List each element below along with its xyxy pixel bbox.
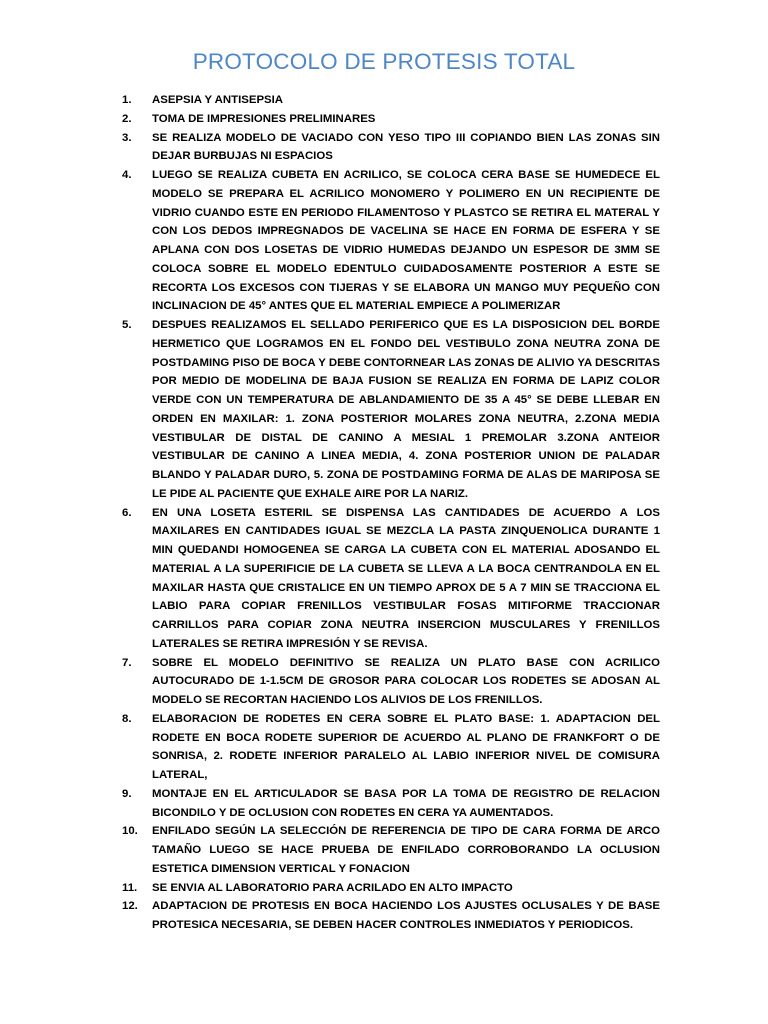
protocol-step — [0, 710, 768, 785]
step-number-label: 5. — [122, 319, 132, 331]
step-number-label: 2. — [122, 112, 132, 125]
step-number-label: 12. — [122, 900, 138, 913]
step-number-label: 1. — [122, 94, 132, 106]
step-number — [0, 504, 146, 523]
protocol-step — [0, 897, 768, 935]
step-number — [0, 129, 146, 148]
step-number — [0, 91, 146, 110]
protocol-step — [0, 785, 768, 823]
protocol-step — [0, 822, 768, 878]
step-number — [0, 316, 146, 335]
step-text: ENFILADO SEGÚN LA SELECCIÓN DE REFERENCIA DE TIPO DE CARA FORMA DE ARCO TAMAÑO LUEGO SE HACE PRUEBA DE ENFILADO CORROBORANDO LA OCLUSION ESTETICA DIMENSION VERTICAL Y FONACION — [152, 825, 660, 875]
step-text: EN UNA LOSETA ESTERIL SE DISPENSA LAS CANTIDADES DE ACUERDO A LOS MAXILARES EN CANTIDADES IGUAL SE MEZCLA LA PASTA ZINQUENOLICA DURANTE 1 MIN QUEDANDI HOMOGENEA SE CARGA LA CUBETA CON EL MATERIAL ADOSANDO EL MATERIAL A LA SUPERIFICIE DE LA CUBETA SE LLEVA A LA BOCA CENTRANDOLA EN EL MAXILAR HASTA QUE CRISTALICE EN UN TIEMPO APROX DE 5 A 7 MIN SE TRACCIONA EL LABIO PARA COPIAR FRENILLOS VESTIBULAR FOSAS MITIFORME TRACCIONAR CARRILLOS PARA COPIAR ZONA NEUTRA INSERCION MUSCULARES Y FRENILLOS LATERALES SE RETIRA IMPRESIÓN Y SE REVISA. — [152, 506, 660, 650]
step-number — [0, 710, 146, 729]
step-number — [0, 110, 146, 129]
step-number-label: 6. — [122, 506, 132, 519]
protocol-step — [0, 166, 768, 316]
step-text: ELABORACION DE RODETES EN CERA SOBRE EL PLATO BASE: 1. ADAPTACION DEL RODETE EN BOCA RODETE SUPERIOR DE ACUERDO AL PLANO DE FRANKFORT O DE SONRISA, 2. RODETE INFERIOR PARALELO AL LABIO INFERIOR NIVEL DE COMISURA LATERAL, — [152, 712, 660, 781]
step-number-label: 8. — [122, 712, 132, 725]
step-number-label: 10. — [122, 825, 138, 838]
step-number-label: 3. — [122, 131, 132, 144]
protocol-step — [0, 654, 768, 710]
step-number-label: 9. — [122, 787, 132, 800]
step-number — [0, 785, 146, 804]
step-number-label: 4. — [122, 169, 132, 181]
protocol-step — [0, 129, 768, 167]
step-number — [0, 166, 146, 185]
step-text: TOMA DE IMPRESIONES PRELIMINARES — [152, 112, 376, 125]
step-text: ASEPSIA Y ANTISEPSIA — [152, 94, 284, 106]
protocol-steps-list — [0, 91, 768, 935]
protocol-step — [0, 316, 768, 504]
step-text: LUEGO SE REALIZA CUBETA EN ACRILICO, SE COLOCA CERA BASE SE HUMEDECE EL MODELO SE PREPARA EL ACRILICO MONOMERO Y POLIMERO EN UN RECIPIENTE DE VIDRIO CUANDO ESTE EN PERIODO FILAMENTOSO Y PLASTCO SE RETIRA EL MATERAL Y CON LOS DEDOS IMPREGNADOS DE VACELINA SE HACE EN FORMA DE ESFERA Y SE APLANA CON DOS LOSETAS DE VIDRIO HUMEDAS DEJANDO UN ESPESOR DE 3MM SE COLOCA SOBRE EL MODELO EDENTULO CUIDADOSAMENTE POSTERIOR A ESTE SE RECORTA LOS EXCESOS CON TIJERAS Y SE ELABORA UN MANGO MUY PEQUEÑO CON INCLINACION DE 45° ANTES QUE EL MATERIAL EMPIECE A POLIMERIZAR — [152, 169, 660, 313]
protocol-step — [0, 879, 768, 898]
step-number — [0, 822, 146, 841]
protocol-step — [0, 504, 768, 654]
step-text: SE REALIZA MODELO DE VACIADO CON YESO TIPO III COPIANDO BIEN LAS ZONAS SIN DEJAR BURBUJAS NI ESPACIOS — [152, 131, 660, 163]
protocol-step — [0, 110, 768, 129]
document-title: PROTOCOLO DE PROTESIS TOTAL — [192, 49, 576, 74]
step-text: ADAPTACION DE PROTESIS EN BOCA HACIENDO LOS AJUSTES OCLUSALES Y DE BASE PROTESICA NECESARIA, SE DEBEN HACER CONTROLES INMEDIATOS Y PERIODICOS. — [152, 900, 660, 931]
protocol-step — [0, 91, 768, 110]
step-number — [0, 879, 146, 898]
step-number-label: 11. — [122, 881, 138, 894]
step-number — [0, 654, 146, 673]
step-text: MONTAJE EN EL ARTICULADOR SE BASA POR LA TOMA DE REGISTRO DE RELACION BICONDILO Y DE OCLUSION CON RODETES EN CERA YA AUMENTADOS. — [152, 787, 660, 819]
step-text: DESPUES REALIZAMOS EL SELLADO PERIFERICO QUE ES LA DISPOSICION DEL BORDE HERMETICO QUE LOGRAMOS EN EL FONDO DEL VESTIBULO ZONA NEUTRA ZONA DE POSTDAMING PISO DE BOCA Y DEBE CONTORNEAR LAS ZONAS DE ALIVIO YA DESCRITAS POR MEDIO DE MODELINA DE BAJA FUSION SE REALIZA EN FORMA DE LAPIZ COLOR VERDE CON UN TEMPERATURA DE ABLANDAMIENTO DE 35 A 45° SE DEBE LLEBAR EN ORDEN EN MAXILAR: 1. ZONA POSTERIOR MOLARES ZONA NEUTRA, 2.ZONA MEDIA VESTIBULAR DE DISTAL DE CANINO A MESIAL 1 PREMOLAR 3.ZONA ANTEIOR VESTIBULAR DE CANINO A LINEA MEDIA, 4. ZONA POSTERIOR UNION DE PALADAR BLANDO Y PALADAR DURO, 5. ZONA DE POSTDAMING FORMA DE ALAS DE MARIPOSA SE LE PIDE AL PACIENTE QUE EXHALE AIRE POR LA NARIZ. — [152, 319, 660, 500]
step-number-label: 7. — [122, 656, 132, 669]
step-text: SOBRE EL MODELO DEFINITIVO SE REALIZA UN PLATO BASE CON ACRILICO AUTOCURADO DE 1-1.5CM DE GROSOR PARA COLOCAR LOS RODETES SE ADOSAN AL MODELO SE RECORTAN HACIENDO LOS ALIVIOS DE LOS FRENILLOS. — [152, 656, 660, 706]
step-number — [0, 897, 146, 916]
step-text: SE ENVIA AL LABORATORIO PARA ACRILADO EN ALTO IMPACTO — [152, 881, 513, 894]
